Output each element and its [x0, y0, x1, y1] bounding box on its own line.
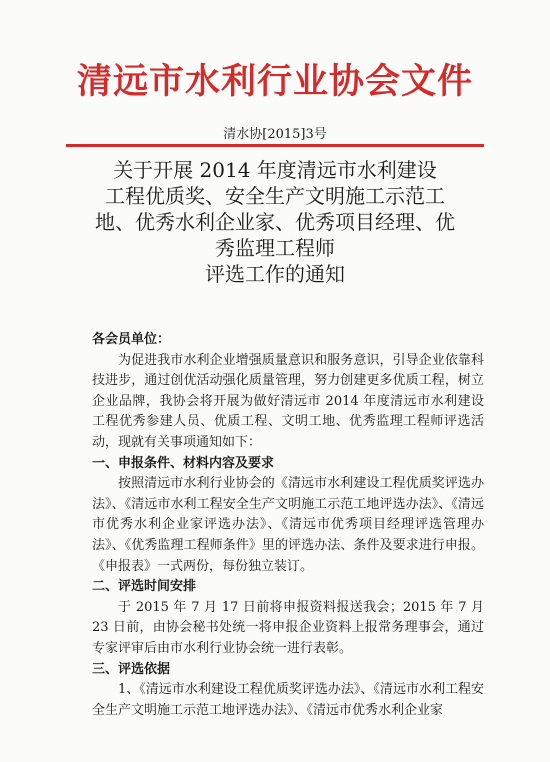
- section-text-2: 于 2015 年 7 月 17 日前将申报资料报送我会；2015 年 7 月 23 日前，由协会秘书处统一将申报企业资料上报常务理事会，通过专家评审后由市水利行业协会统一进行表彰。: [92, 599, 484, 656]
- intro-paragraph: 为促进我市水利企业增强质量意识和服务意识，引导企业依靠科技进步，通过创优活动强化质量管理，努力创建更多优质工程，树立企业品牌，我协会将开展为做好清远市 2014 年度清远市水利建设工程优秀参建人员、优质工程、文明工地、优秀监理工程师评选活动，现就有关事项通知如下：: [92, 352, 484, 450]
- notice-body: [92, 330, 484, 721]
- notice-title-line: 秀监理工程师: [215, 236, 335, 260]
- notice-title-line: 评选工作的通知: [205, 262, 345, 286]
- document-number: 清水协[2015]3号: [223, 127, 327, 142]
- red-divider-line: [66, 144, 484, 147]
- section-text-3: 1、《清远市水利建设工程优质奖评选办法》、《清远市水利工程安全生产文明施工示范工地评选办法》、《清远市优秀水利企业家: [92, 682, 484, 718]
- document-header-title: 清远市水利行业协会文件: [76, 62, 473, 102]
- notice-title-line: 关于开展 2014 年度清远市水利建设: [113, 158, 437, 182]
- section-heading-2: 二、评选时间安排: [92, 579, 197, 595]
- notice-title-line: 工程优质奖、安全生产文明施工示范工: [105, 184, 445, 208]
- section-text-1: 按照清远市水利行业协会的《清远市水利建设工程优质奖评选办法》、《清远市水利工程安全生产文明施工示范工地评选办法》、《清远市优秀水利企业家评选办法》、《清远市优秀项目经理评选管理办法》、《优秀监理工程师条件》里的评选办法、条件及要求进行申报。《申报表》一式两份，每份独立装订。: [92, 476, 484, 574]
- notice-title-line: 地、优秀水利企业家、优秀项目经理、优: [95, 210, 455, 234]
- section-heading-3: 三、评选依据: [92, 661, 171, 677]
- salutation: 各会员单位：: [92, 332, 171, 347]
- notice-title: [60, 157, 490, 287]
- section-heading-1: 一、申报条件、材料内容及要求: [92, 455, 275, 471]
